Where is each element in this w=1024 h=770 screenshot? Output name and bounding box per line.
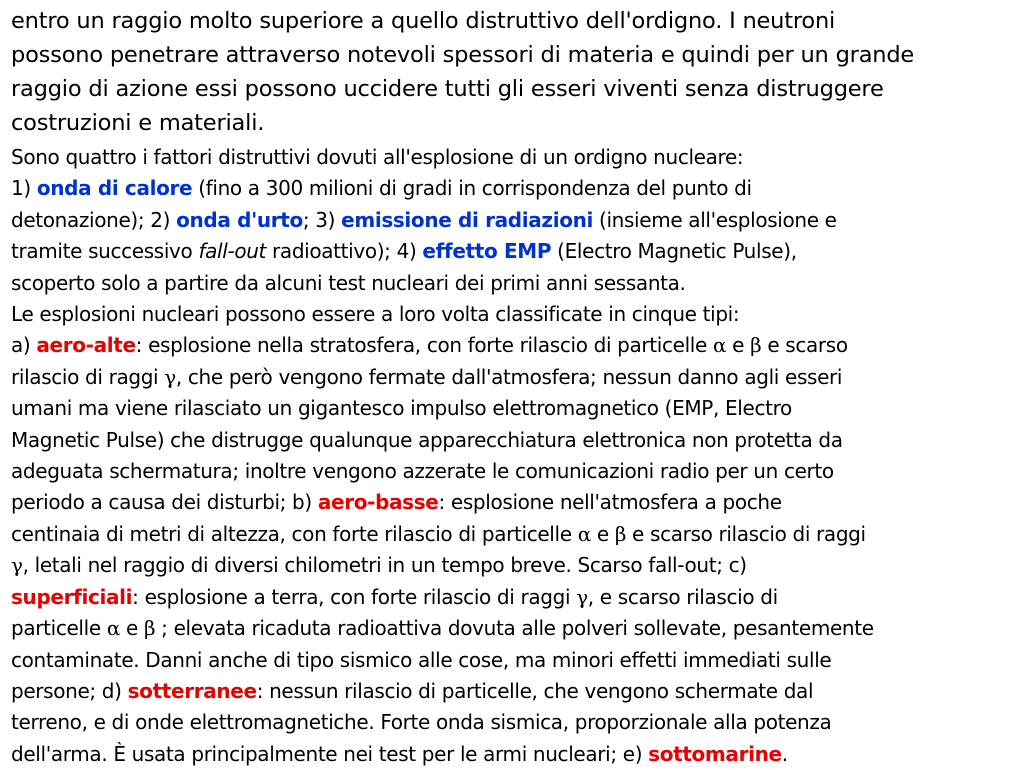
text-run: persone; d) [11, 678, 128, 703]
alpha-symbol: α [712, 333, 727, 358]
text-line [11, 173, 1017, 204]
keyword-emissione-di-radiazioni: emissione di radiazioni [341, 207, 593, 232]
text-line [11, 519, 1017, 550]
text-run: : esplosione nell'atmosfera a poche [438, 490, 782, 515]
keyword-effetto-emp: effetto EMP [422, 239, 552, 264]
text-run: radioattivo); 4) [266, 239, 423, 264]
text-line [11, 582, 1017, 613]
keyword-superficiali: superficiali [11, 584, 133, 609]
text-run: : esplosione a terra, con forte rilascio di raggi [132, 584, 577, 609]
text-run: ; elevata ricaduta radioattiva dovuta alle polveri sollevate, pesantemente [155, 616, 874, 641]
text-line: costruzioni e materiali. [11, 110, 265, 136]
text-run: periodo a causa dei disturbi; b) [11, 490, 318, 515]
text-line: Magnetic Pulse) che distrugge qualunque apparecchiatura elettronica non protetta da [11, 427, 843, 452]
types-lead: Le esplosioni nucleari possono essere a loro volta classificate in cinque tipi: [11, 302, 740, 327]
keyword-aero-basse: aero-basse [317, 490, 439, 515]
body-text [11, 142, 1017, 770]
list-number: 1) [11, 176, 37, 201]
keyword-aero-alte: aero-alte [36, 333, 136, 358]
text-run: ; 3) [302, 207, 342, 232]
gamma-symbol: γ [576, 584, 588, 609]
keyword-sottomarine: sottomarine [648, 741, 782, 766]
text-run: rilascio di raggi [11, 364, 165, 389]
keyword-sotterranee: sotterranee [127, 678, 257, 703]
text-run: (Electro Magnetic Pulse), [551, 239, 797, 264]
text-run: e [726, 333, 751, 358]
text-line: raggio di azione essi possono uccidere tutti gli esseri viventi senza distruggere [11, 76, 884, 102]
alpha-symbol: α [106, 616, 120, 641]
intro-paragraph [11, 4, 1021, 140]
gamma-symbol: γ [11, 553, 23, 578]
text-line [11, 739, 1017, 770]
text-line: possono penetrare attraverso notevoli spessori di materia e quindi per un grande [11, 42, 915, 68]
text-line: terreno, e di onde elettromagnetiche. Forte onda sismica, proporzionale alla potenza [11, 710, 832, 735]
text-line [11, 676, 1017, 707]
beta-symbol: β [750, 333, 762, 358]
fall-out-term: fall-out [198, 239, 267, 264]
beta-symbol: β [143, 616, 156, 641]
text-run: dell'arma. È usata principalmente nei test per le armi nucleari; e) [11, 741, 649, 766]
text-line: adeguata schermatura; inoltre vengono azzerate le comunicazioni radio per un certo [11, 459, 834, 484]
text-run: a) [11, 333, 37, 358]
text-run: e scarso [761, 333, 848, 358]
text-line [11, 236, 1017, 267]
text-line [11, 487, 1017, 518]
text-run: e [590, 521, 615, 546]
text-run: detonazione); 2) [11, 207, 177, 232]
keyword-onda-di-calore: onda di calore [36, 176, 193, 201]
text-run: : nessun rilascio di particelle, che vengono schermate dal [256, 678, 814, 703]
factors-lead: Sono quattro i fattori distruttivi dovuti all'esplosione di un ordigno nucleare: [11, 145, 744, 169]
text-run: , che però vengono fermate dall'atmosfera; nessun danno agli esseri [175, 364, 843, 389]
text-run: . [781, 741, 788, 766]
text-line: entro un raggio molto superiore a quello distruttivo dell'ordigno. I neutroni [11, 8, 836, 34]
keyword-onda-d-urto: onda d'urto [176, 207, 303, 232]
text-run: e scarso rilascio di raggi [626, 521, 866, 546]
text-run: e [119, 616, 144, 641]
text-line: scoperto solo a partire da alcuni test nucleari dei primi anni sessanta. [11, 270, 686, 295]
text-line [11, 205, 1017, 236]
beta-symbol: β [614, 521, 627, 546]
text-line [11, 330, 1017, 361]
text-run: particelle [11, 616, 107, 641]
text-run: centinaia di metri di altezza, con forte rilascio di particelle [11, 521, 578, 546]
text-run: : esplosione nella stratosfera, con forte rilascio di particelle [135, 333, 713, 358]
text-run: (fino a 300 milioni di gradi in corrispondenza del punto di [192, 176, 752, 201]
text-run: (insieme all'esplosione e [592, 207, 837, 232]
alpha-symbol: α [577, 521, 591, 546]
text-line: umani ma viene rilasciato un gigantesco impulso elettromagnetico (EMP, Electro [11, 396, 792, 421]
text-run: , e scarso rilascio di [587, 584, 778, 609]
gamma-symbol: γ [164, 364, 176, 389]
text-line [11, 613, 1017, 644]
text-line [11, 550, 1017, 581]
text-line: contaminate. Danni anche di tipo sismico alle cose, ma minori effetti immediati sulle [11, 647, 832, 672]
text-line [11, 362, 1017, 393]
text-run: , letali nel raggio di diversi chilometri in un tempo breve. Scarso fall-out; c) [22, 553, 747, 578]
text-run: tramite successivo [11, 239, 199, 264]
